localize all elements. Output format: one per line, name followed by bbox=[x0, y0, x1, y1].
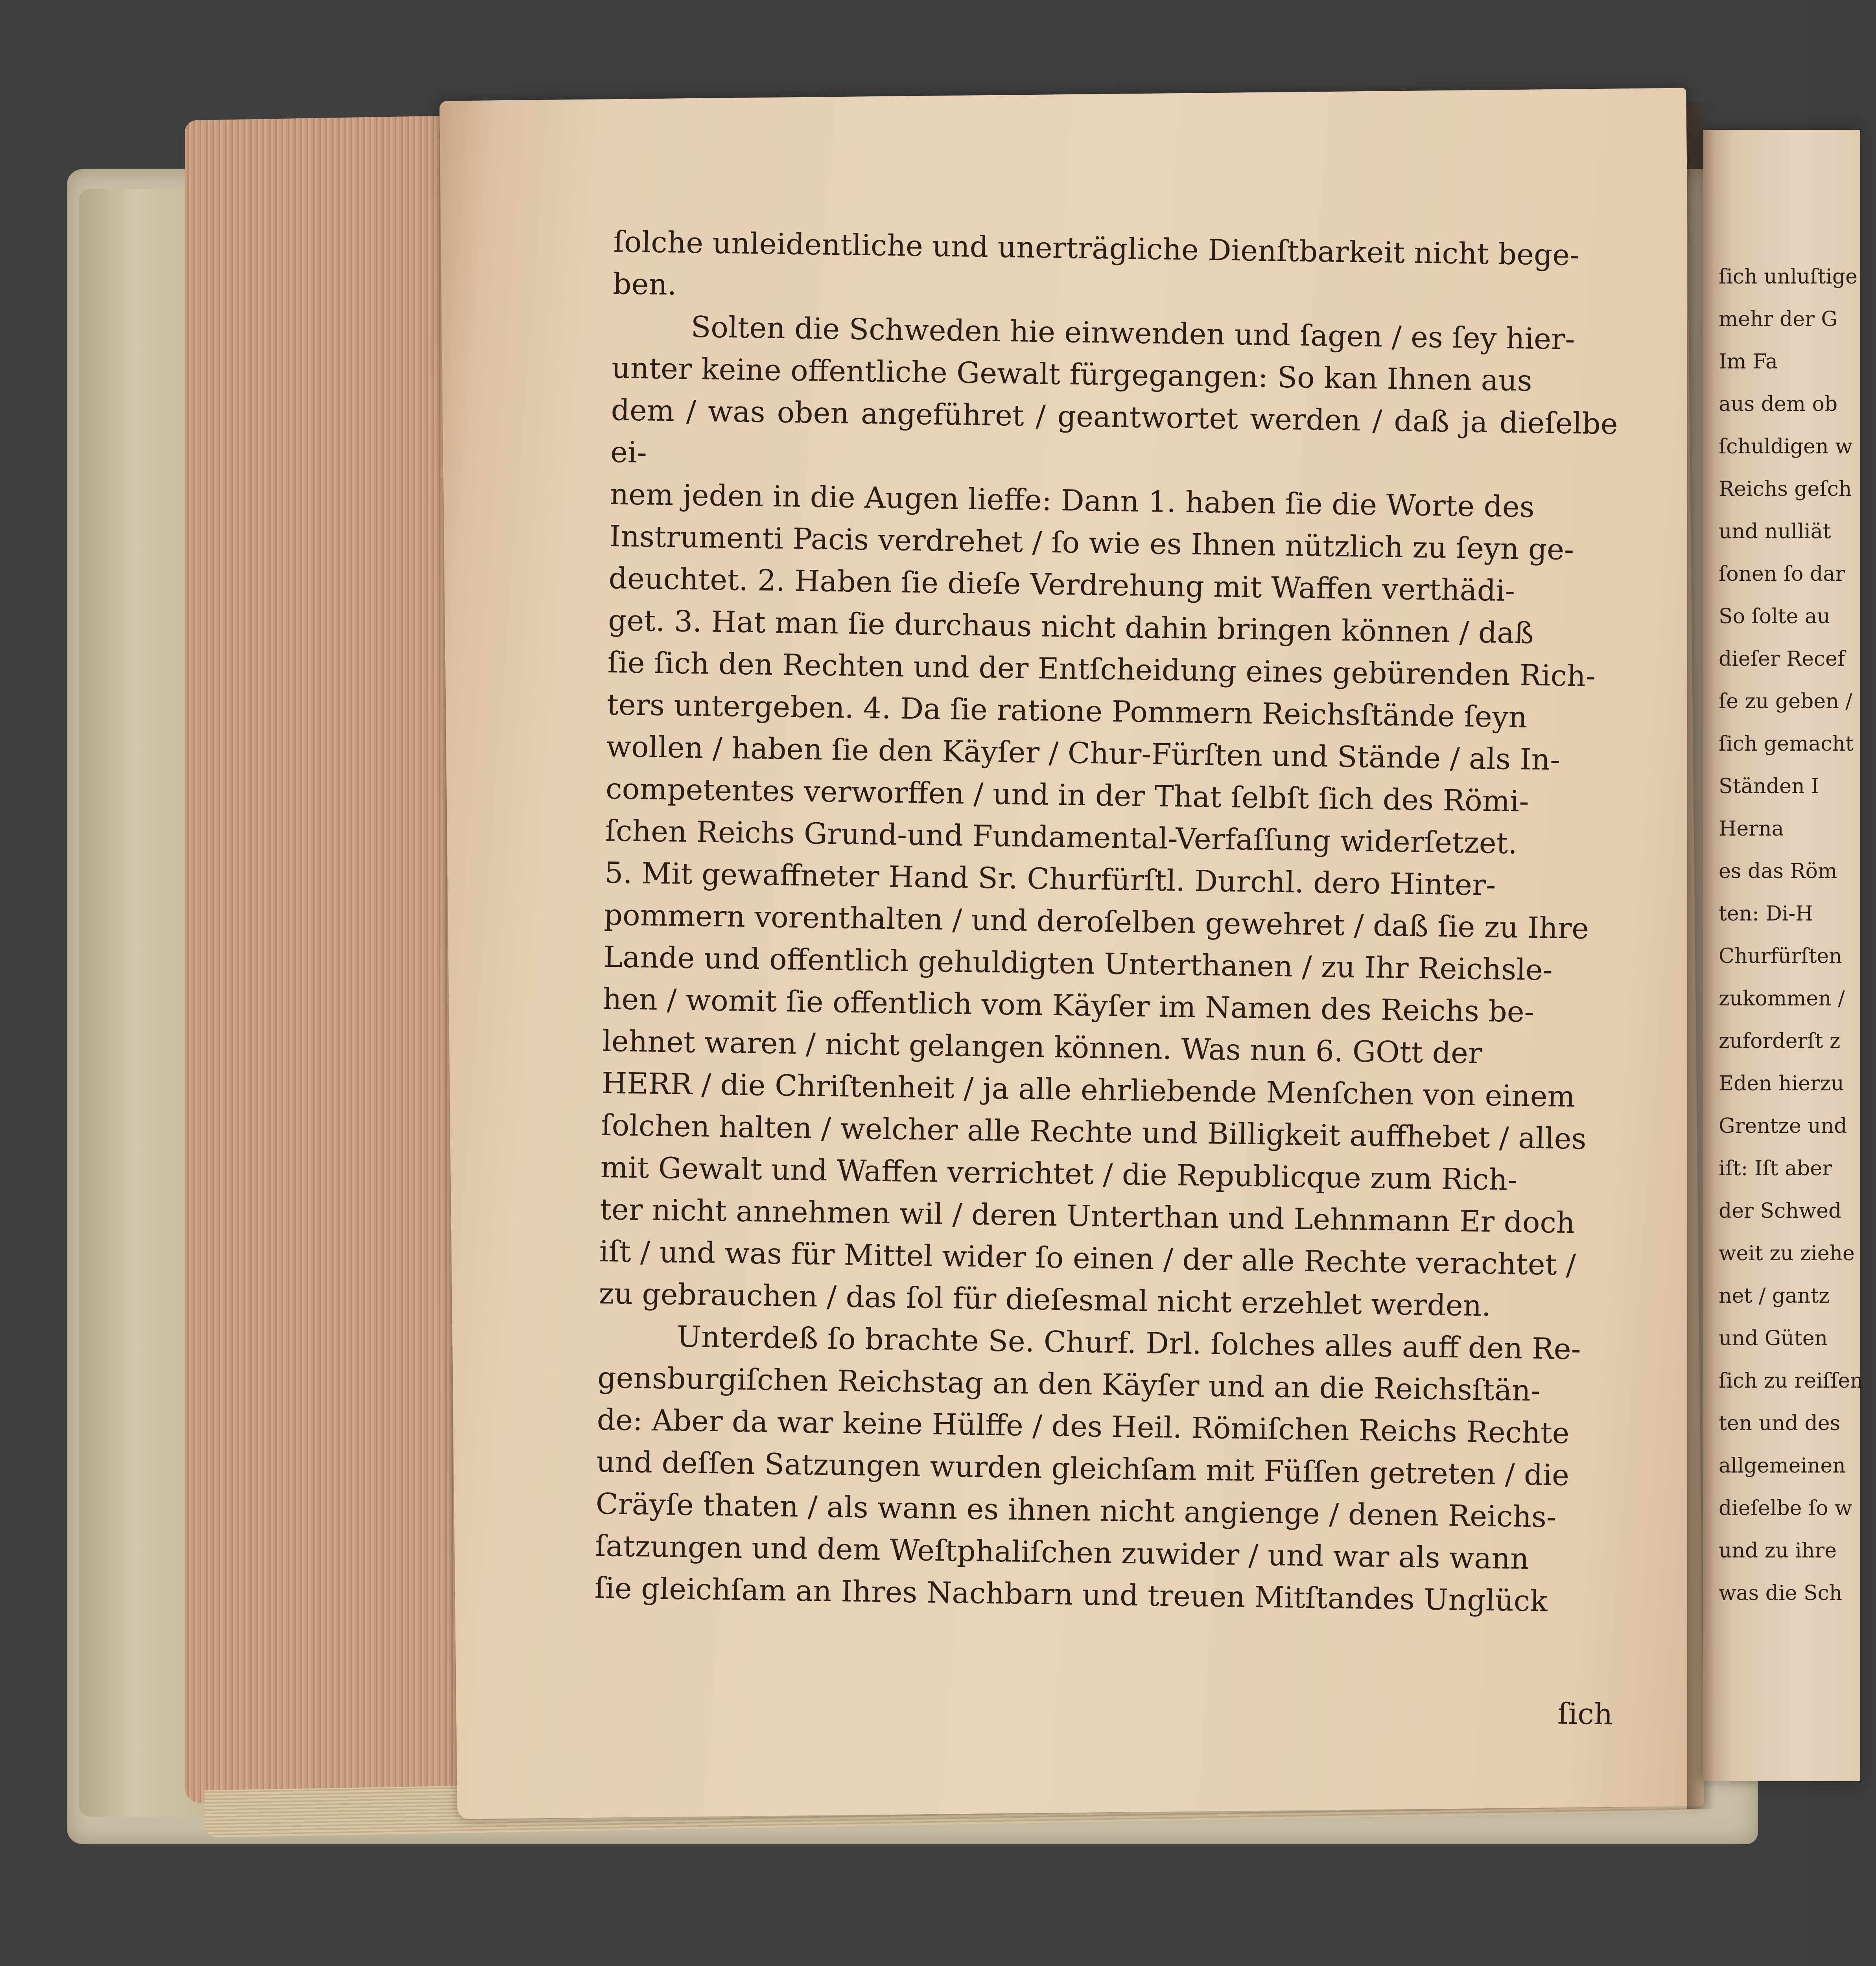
text-line: Grentze und bbox=[1719, 1114, 1847, 1138]
text-line: competentes verworffen / und in der That ſelbſt ſich des Römi- bbox=[605, 771, 1530, 819]
text-line: ſchuldigen w bbox=[1719, 435, 1853, 458]
text-line: Im Fa bbox=[1719, 350, 1778, 374]
text-line: Ständen I bbox=[1719, 775, 1819, 798]
text-line: ſie gleichſam an Ihres Nachbarn und treuen Mitſtandes Unglück bbox=[594, 1571, 1548, 1618]
text-line: gensburgiſchen Reichstag an den Käyſer und an die Reichsſtän- bbox=[597, 1360, 1541, 1408]
text-line: deuchtet. 2. Haben ſie dieſe Verdrehung mit Waffen verthädi- bbox=[608, 561, 1515, 608]
text-line: es das Röm bbox=[1719, 860, 1837, 883]
text-line: Solten die Schweden hie einwenden und ſagen / es ſey hier- bbox=[691, 310, 1576, 357]
text-line: So ſolte au bbox=[1719, 605, 1830, 628]
text-line: und deſſen Satzungen wurden gleichſam mit Füſſen getreten / die bbox=[596, 1445, 1570, 1493]
text-line: ben. bbox=[612, 267, 677, 302]
text-line: weit zu ziehe bbox=[1719, 1242, 1855, 1265]
text-line: ſich zu reiſſen bbox=[1719, 1369, 1863, 1393]
text-line: Cräyſe thaten / als wann es ihnen nicht angienge / denen Reichs- bbox=[595, 1487, 1557, 1534]
text-line: Churfürſten bbox=[1719, 944, 1842, 968]
left-page bbox=[439, 88, 1704, 1819]
text-line: Lande und offentlich gehuldigten Unterthanen / zu Ihr Reichsle- bbox=[603, 940, 1553, 987]
text-line: ſich gemacht bbox=[1719, 732, 1854, 756]
text-line: Instrumenti Pacis verdrehet / ſo wie es Ihnen nützlich zu ſeyn ge- bbox=[609, 519, 1574, 567]
text-line: ſe zu geben / bbox=[1719, 690, 1852, 713]
text-line: Eden hierzu bbox=[1719, 1072, 1844, 1095]
text-line: iſt: Iſt aber bbox=[1719, 1157, 1832, 1180]
text-line: mit Gewalt und Waffen verrichtet / die Republicque zum Rich- bbox=[600, 1150, 1518, 1197]
text-line: 5. Mit gewaffneter Hand Sr. Churfürſtl. Durchl. dero Hinter- bbox=[604, 856, 1496, 902]
text-line: zu gebrauchen / das ſol für dieſesmal nicht erzehlet werden. bbox=[598, 1276, 1491, 1323]
text-line: iſt / und was für Mittel wider ſo einen / der alle Rechte verachtet / bbox=[599, 1234, 1576, 1282]
text-line: ſie ſich den Rechten und der Entſcheidung eines gebürenden Rich- bbox=[607, 645, 1596, 694]
text-line: hen / womit ſie offentlich vom Käyſer im Namen des Reichs be- bbox=[603, 982, 1535, 1029]
text-line: dem / was oben angeführet / geantwortet werden / daß ja dieſelbe ei- bbox=[610, 393, 1618, 470]
text-line: dieſer Recef bbox=[1719, 647, 1845, 671]
text-line: ten: Di-H bbox=[1719, 902, 1813, 926]
text-line: Herna bbox=[1719, 817, 1784, 841]
text-line: was die Sch bbox=[1719, 1581, 1843, 1605]
left-page-text bbox=[594, 221, 1620, 1623]
text-line: mehr der G bbox=[1719, 307, 1837, 331]
text-line: dieſelbe ſo w bbox=[1719, 1497, 1852, 1520]
text-line: wollen / haben ſie den Käyſer / Chur-Fürſten und Stände / als In- bbox=[606, 729, 1560, 777]
text-line: de: Aber da war keine Hülffe / des Heil. Römiſchen Reichs Rechte bbox=[597, 1403, 1570, 1451]
text-line: Reichs geſch bbox=[1719, 477, 1852, 501]
text-line: unter keine offentliche Gewalt fürgegangen: So kan Ihnen aus bbox=[611, 351, 1533, 398]
text-line: nem jeden in die Augen lieffe: Dann 1. haben ſie die Worte des bbox=[610, 477, 1535, 524]
text-line: und Güten bbox=[1719, 1327, 1828, 1350]
text-line: ters untergeben. 4. Da ſie ratione Pommern Reichsſtände ſeyn bbox=[606, 687, 1528, 734]
text-line: lehnet waren / nicht gelangen können. Was nun 6. GOtt der bbox=[602, 1024, 1482, 1071]
text-line: ſatzungen und dem Weſtphaliſchen zuwider / und war als wann bbox=[595, 1529, 1530, 1576]
right-page bbox=[1703, 130, 1863, 1781]
text-line: ſolche unleidentliche und unerträgliche Dienſtbarkeit nicht bege- bbox=[613, 225, 1580, 272]
right-page-text bbox=[1719, 256, 1876, 1614]
text-line: zuforderſt z bbox=[1719, 1029, 1841, 1053]
text-line: net / gantz bbox=[1719, 1284, 1830, 1308]
text-line: aus dem ob bbox=[1719, 392, 1838, 416]
text-line: zukommen / bbox=[1719, 987, 1845, 1011]
text-line: ſich unluſtige bbox=[1719, 265, 1858, 289]
text-line: der Schwed bbox=[1719, 1199, 1842, 1223]
text-line: ter nicht annehmen wil / deren Unterthan und Lehnmann Er doch bbox=[599, 1192, 1576, 1240]
text-line: pommern vorenthalten / und deroſelben gewehret / daß ſie zu Ihre bbox=[604, 898, 1589, 946]
text-line: allgemeinen bbox=[1719, 1454, 1846, 1478]
text-line: get. 3. Hat man ſie durchaus nicht dahin bringen können / daß bbox=[608, 603, 1534, 650]
page-block-edges bbox=[185, 116, 460, 1803]
text-line: ten und des bbox=[1719, 1412, 1841, 1435]
catchword: ſich bbox=[1557, 1697, 1613, 1732]
text-line: ſonen ſo dar bbox=[1719, 562, 1845, 586]
text-line: Unterdeß ſo brachte Se. Churf. Drl. ſolches alles auff den Re- bbox=[676, 1320, 1581, 1366]
text-line: und zu ihre bbox=[1719, 1539, 1837, 1563]
text-line: ſolchen halten / welcher alle Rechte und Billigkeit auffhebet / alles bbox=[601, 1108, 1587, 1156]
text-line: und nulliät bbox=[1719, 520, 1831, 543]
page-gutter bbox=[1687, 102, 1715, 1809]
text-line: ſchen Reichs Grund-und Fundamental-Verfaſſung widerſetzet. bbox=[605, 814, 1518, 861]
text-line: HERR / die Chriſtenheit / ja alle ehrliebende Menſchen von einem bbox=[601, 1066, 1576, 1114]
